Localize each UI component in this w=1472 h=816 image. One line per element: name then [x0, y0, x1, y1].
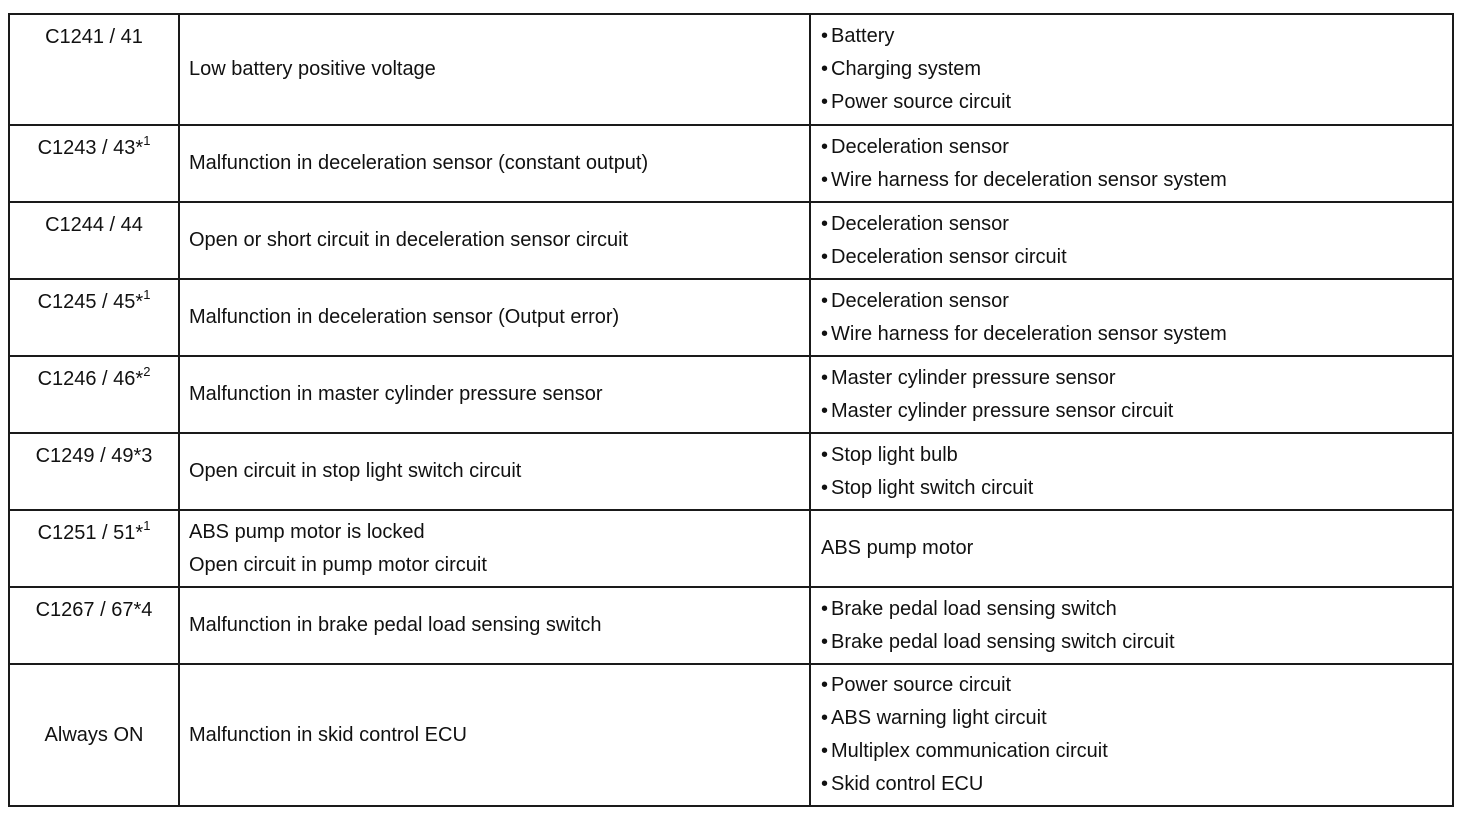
dtc-code [9, 433, 179, 510]
dtc-code [9, 14, 179, 125]
detection-item-text: ABS pump motor is locked [189, 520, 425, 543]
detection-item-text: Low battery positive voltage [189, 58, 436, 80]
detection-item [179, 587, 810, 664]
detection-item-text: Open or short circuit in deceleration sensor circuit [189, 229, 629, 251]
trouble-area-item: • Skid control ECU [821, 768, 1452, 801]
trouble-area-item: • Deceleration sensor [821, 131, 1452, 164]
dtc-code-text: C1244 / 44 [45, 214, 143, 236]
trouble-area-item: • Brake pedal load sensing switch [821, 593, 1452, 626]
table-row [9, 510, 1453, 587]
dtc-code [9, 356, 179, 433]
dtc-code-text: C1241 / 41 [45, 26, 143, 48]
dtc-code-text: C1249 / 49*3 [35, 445, 153, 467]
trouble-area-item: • Master cylinder pressure sensor circuit [821, 395, 1452, 428]
detection-item-text: Open circuit in stop light switch circuit [189, 460, 522, 482]
detection-item [179, 356, 810, 433]
dtc-code [9, 125, 179, 202]
trouble-area-item: • Deceleration sensor [821, 208, 1452, 241]
table-row [9, 587, 1453, 664]
trouble-area-item: • Deceleration sensor circuit [821, 241, 1452, 274]
footnote-marker: 2 [143, 364, 151, 380]
footnote-marker: 1 [143, 518, 151, 534]
table-row [9, 664, 1453, 806]
table-row [9, 279, 1453, 356]
dtc-code [9, 664, 179, 806]
dtc-code-text: C1245 / 45* [37, 291, 144, 313]
detection-item [179, 279, 810, 356]
trouble-area [810, 125, 1453, 202]
table-row [9, 356, 1453, 433]
trouble-area [810, 14, 1453, 125]
trouble-area-item: • Brake pedal load sensing switch circuit [821, 626, 1452, 659]
detection-item-text: Malfunction in brake pedal load sensing switch [189, 614, 602, 636]
trouble-area-item: • Power source circuit [821, 86, 1452, 119]
trouble-area [810, 279, 1453, 356]
trouble-area [810, 433, 1453, 510]
trouble-area-item: • Multiplex communication circuit [821, 735, 1452, 768]
dtc-code [9, 279, 179, 356]
detection-item-text: Malfunction in deceleration sensor (constant output) [189, 152, 649, 174]
trouble-area-item: • Battery [821, 20, 1452, 53]
dtc-code [9, 202, 179, 279]
dtc-code-text: C1267 / 67*4 [35, 599, 153, 621]
dtc-code [9, 587, 179, 664]
detection-item-text: Open circuit in pump motor circuit [189, 553, 487, 576]
trouble-area [810, 587, 1453, 664]
trouble-area [810, 510, 1453, 587]
detection-item-text: Malfunction in skid control ECU [189, 723, 467, 746]
trouble-area-item: • ABS warning light circuit [821, 702, 1452, 735]
trouble-area-item: • Master cylinder pressure sensor [821, 362, 1452, 395]
trouble-area-item: • Power source circuit [821, 669, 1452, 702]
trouble-area-item: ABS pump motor [821, 537, 974, 559]
trouble-area-item: • Stop light switch circuit [821, 472, 1452, 505]
dtc-code [9, 510, 179, 587]
detection-item-text: Malfunction in deceleration sensor (Output error) [189, 306, 620, 328]
dtc-table [8, 13, 1454, 807]
trouble-area [810, 202, 1453, 279]
trouble-area [810, 356, 1453, 433]
table-row [9, 14, 1453, 125]
detection-item [179, 14, 810, 125]
detection-item-text: Malfunction in master cylinder pressure sensor [189, 383, 603, 405]
dtc-code-text: C1246 / 46* [37, 368, 144, 390]
trouble-area [810, 664, 1453, 806]
trouble-area-item: • Wire harness for deceleration sensor system [821, 318, 1452, 351]
trouble-area-item: • Deceleration sensor [821, 285, 1452, 318]
detection-item [179, 510, 810, 587]
dtc-code-text: C1243 / 43* [37, 137, 144, 159]
detection-item [179, 433, 810, 510]
table-row [9, 125, 1453, 202]
table-row [9, 202, 1453, 279]
table-row [9, 433, 1453, 510]
trouble-area-item: • Stop light bulb [821, 439, 1452, 472]
dtc-code-text: C1251 / 51* [37, 522, 144, 544]
detection-item [179, 202, 810, 279]
detection-item [179, 125, 810, 202]
trouble-area-item: • Charging system [821, 53, 1452, 86]
detection-item [179, 664, 810, 806]
dtc-code-text: Always ON [44, 723, 144, 746]
footnote-marker: 1 [143, 287, 151, 303]
footnote-marker: 1 [143, 133, 151, 149]
trouble-area-item: • Wire harness for deceleration sensor system [821, 164, 1452, 197]
